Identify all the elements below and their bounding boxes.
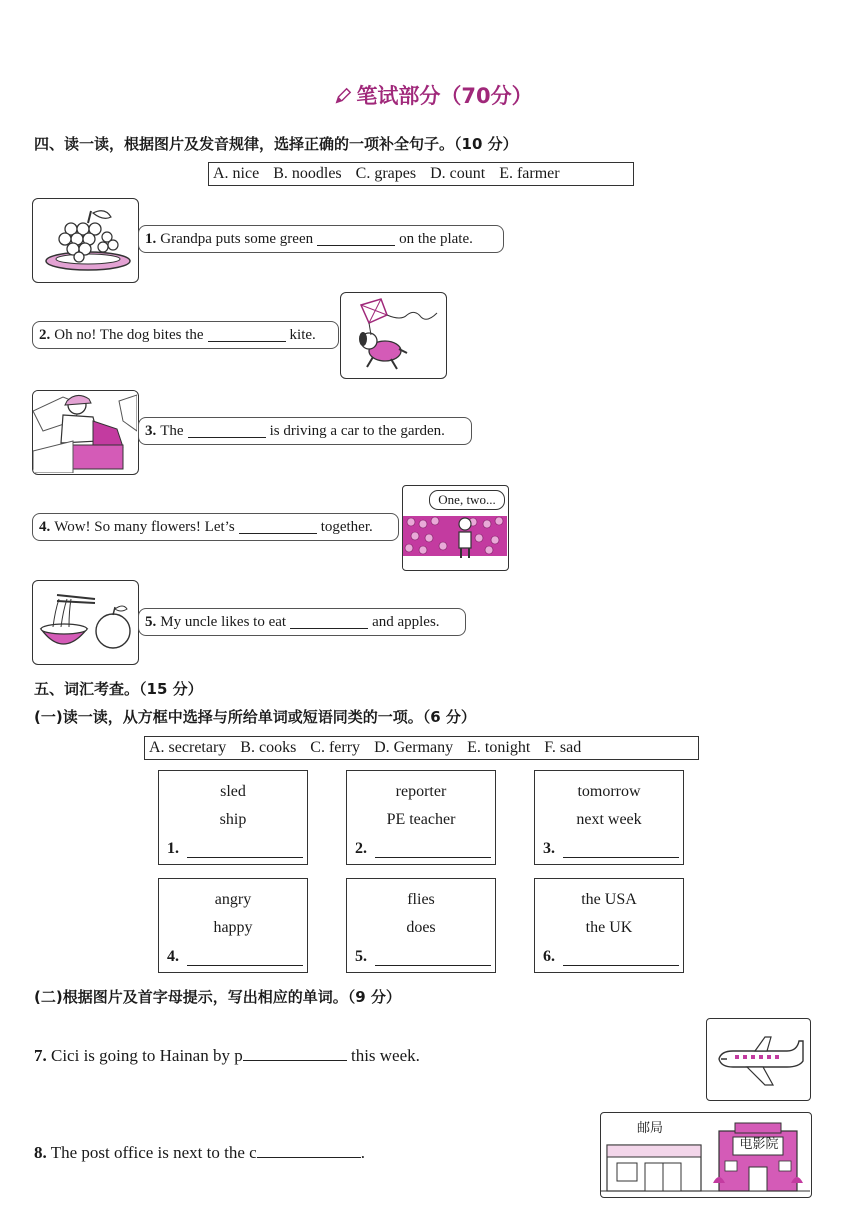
- buildings-icon: [601, 1113, 810, 1196]
- item-number: 1.: [145, 230, 157, 247]
- question-8: [34, 1143, 365, 1163]
- grapes-icon: [33, 199, 137, 281]
- answer-blank-2[interactable]: [208, 328, 286, 342]
- question-text: Cici is going to Hainan by p: [51, 1046, 243, 1065]
- answer-line-1[interactable]: [187, 844, 303, 858]
- box-number: 2.: [355, 840, 367, 857]
- answer-blank-4[interactable]: [239, 520, 317, 534]
- word-box-6: [534, 878, 684, 973]
- word-box-2: [346, 770, 496, 865]
- word: sled: [220, 783, 246, 800]
- section4-heading: 四、读一读，根据图片及发音规律，选择正确的一项补全句子。（10 分）: [34, 135, 518, 153]
- item-number: 8.: [34, 1143, 47, 1162]
- noodles-apple-picture: [32, 580, 139, 665]
- grapes-picture: [32, 198, 139, 283]
- sentence-1: [138, 225, 504, 253]
- sentence-text: together.: [320, 518, 373, 535]
- answer-blank-3[interactable]: [188, 424, 266, 438]
- noodles-apple-icon: [33, 581, 137, 663]
- sentence-4: [32, 513, 399, 541]
- word: happy: [213, 919, 253, 936]
- option-d: D. count: [430, 165, 486, 182]
- option-a: A. nice: [213, 165, 260, 182]
- kite-dog-icon: [341, 293, 445, 377]
- page-title: [0, 80, 867, 110]
- sentence-2: [32, 321, 339, 349]
- option-a: A. secretary: [149, 739, 227, 756]
- question-7: [34, 1046, 420, 1066]
- word: ship: [219, 811, 247, 828]
- answer-line-3[interactable]: [563, 844, 679, 858]
- sentence-text: The: [160, 422, 184, 439]
- title-text: 笔试部分（70分）: [356, 84, 533, 108]
- section5-heading: 五、词汇考查。（15 分）: [34, 680, 203, 698]
- section4-options-box: [208, 162, 634, 186]
- answer-line-6[interactable]: [563, 952, 679, 966]
- word: PE teacher: [386, 811, 456, 828]
- word: angry: [214, 891, 252, 908]
- section5-part2-heading: (二)根据图片及首字母提示，写出相应的单词。（9 分）: [34, 988, 401, 1006]
- option-b: B. cooks: [240, 739, 297, 756]
- farmer-driving-icon: [33, 391, 137, 473]
- box-number: 3.: [543, 840, 555, 857]
- question-text: .: [360, 1143, 365, 1162]
- option-d: D. Germany: [374, 739, 454, 756]
- option-e: E. farmer: [499, 165, 560, 182]
- pencil-icon: [334, 87, 352, 105]
- cinema-sign: 电影院: [739, 1137, 779, 1152]
- question-text: this week.: [350, 1046, 420, 1065]
- answer-blank-5[interactable]: [290, 615, 368, 629]
- word-box-4: [158, 878, 308, 973]
- word-box-1: [158, 770, 308, 865]
- sentence-text: Wow! So many flowers! Let’s: [54, 518, 235, 535]
- sentence-text: kite.: [289, 326, 316, 343]
- question-text: The post office is next to the c: [50, 1143, 257, 1162]
- box-number: 1.: [167, 840, 179, 857]
- word: the UK: [585, 919, 633, 936]
- answer-line-8[interactable]: [257, 1144, 361, 1158]
- word: flies: [407, 891, 435, 908]
- option-c: C. ferry: [310, 739, 361, 756]
- word: next week: [576, 811, 642, 828]
- post-office-cinema-picture: [600, 1112, 812, 1198]
- item-number: 4.: [39, 518, 51, 535]
- post-office-sign: 邮局: [637, 1121, 664, 1136]
- box-number: 5.: [355, 948, 367, 965]
- plane-icon: [707, 1019, 809, 1099]
- option-e: E. tonight: [467, 739, 531, 756]
- answer-blank-1[interactable]: [317, 232, 395, 246]
- sentence-text: is driving a car to the garden.: [269, 422, 445, 439]
- flowers-picture: [402, 485, 509, 571]
- item-number: 3.: [145, 422, 157, 439]
- plane-picture: [706, 1018, 811, 1101]
- option-f: F. sad: [544, 739, 582, 756]
- dog-kite-picture: [340, 292, 447, 379]
- sentence-text: My uncle likes to eat: [160, 613, 287, 630]
- box-number: 6.: [543, 948, 555, 965]
- word: reporter: [395, 783, 447, 800]
- answer-line-4[interactable]: [187, 952, 303, 966]
- item-number: 5.: [145, 613, 157, 630]
- word-box-5: [346, 878, 496, 973]
- answer-line-2[interactable]: [375, 844, 491, 858]
- word-box-3: [534, 770, 684, 865]
- section5-part1-heading: (一)读一读，从方框中选择与所给单词或短语同类的一项。（6 分）: [34, 708, 476, 726]
- answer-line-5[interactable]: [375, 952, 491, 966]
- farmer-car-picture: [32, 390, 139, 475]
- sentence-text: on the plate.: [399, 230, 473, 247]
- answer-line-7[interactable]: [243, 1047, 347, 1061]
- word: tomorrow: [577, 783, 641, 800]
- word: the USA: [581, 891, 637, 908]
- word: does: [406, 919, 436, 936]
- item-number: 2.: [39, 326, 51, 343]
- item-number: 7.: [34, 1046, 47, 1065]
- option-b: B. noodles: [273, 165, 342, 182]
- sentence-text: and apples.: [372, 613, 440, 630]
- sentence-text: Oh no! The dog bites the: [54, 326, 204, 343]
- sentence-text: Grandpa puts some green: [160, 230, 314, 247]
- box-number: 4.: [167, 948, 179, 965]
- sentence-5: [138, 608, 466, 636]
- speech-bubble: One, two...: [429, 490, 505, 510]
- sentence-3: [138, 417, 472, 445]
- section5-options-box: [144, 736, 699, 760]
- option-c: C. grapes: [355, 165, 417, 182]
